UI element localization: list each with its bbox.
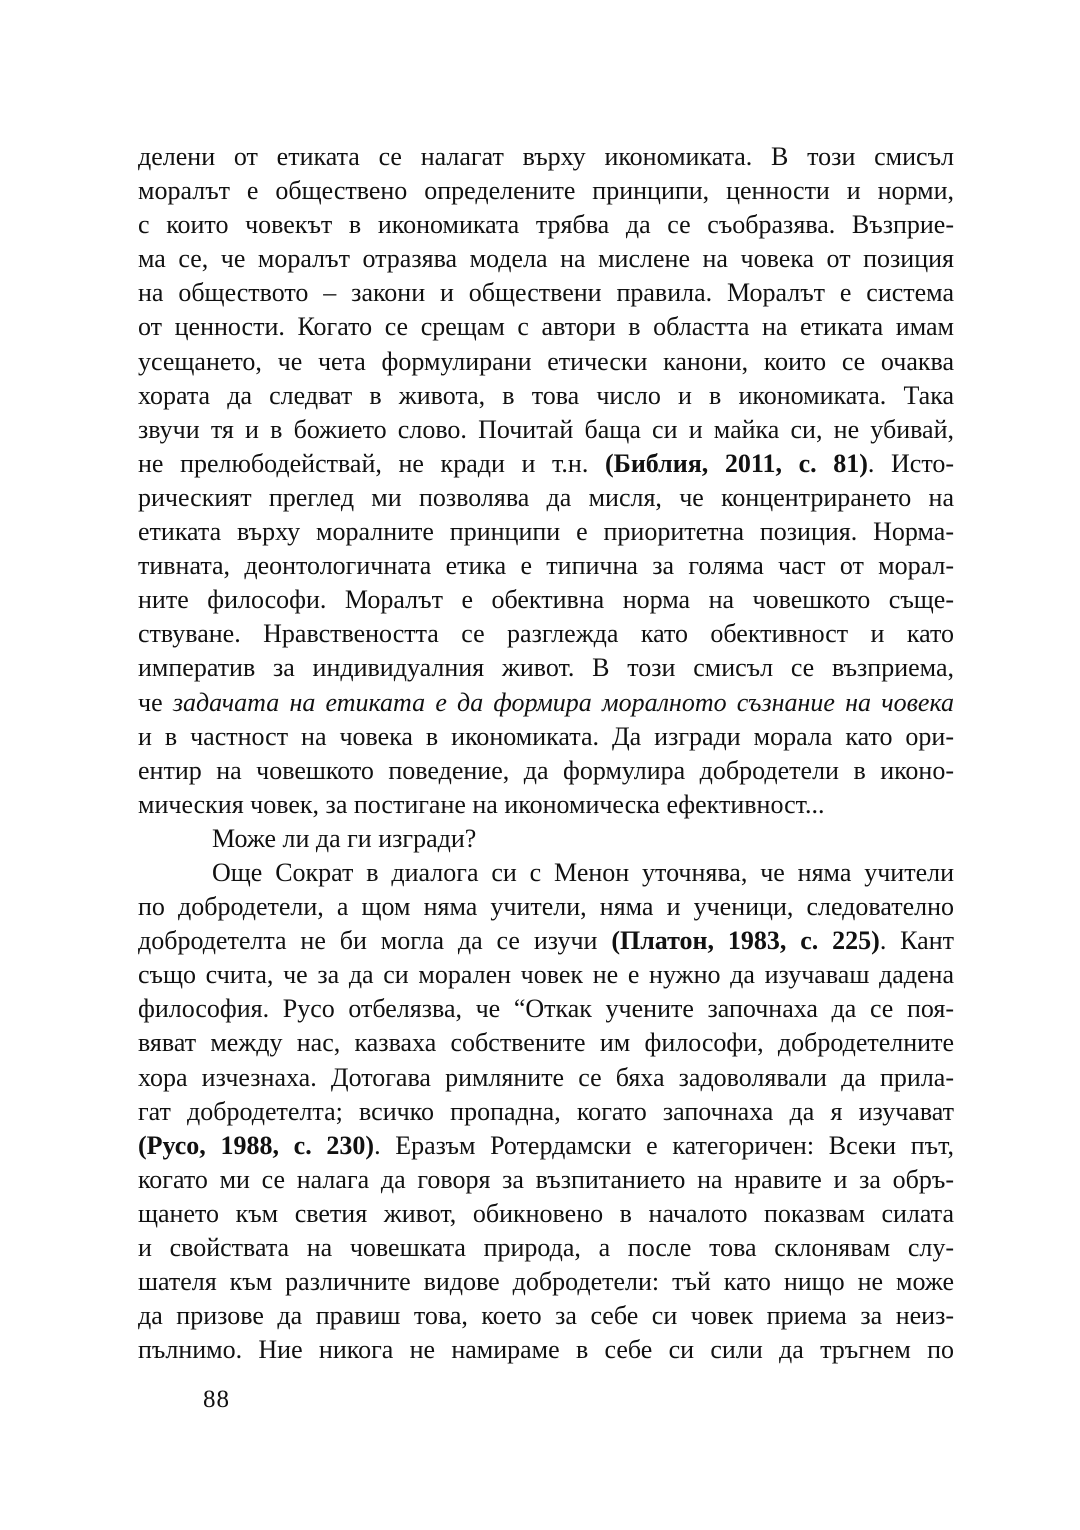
text-line: че задачата на етиката е да формира моралното съзнание на човека [138,687,954,717]
text-line: делени от етиката се налагат върху икономиката. В този смисъл [138,142,954,171]
text-line: ствуване. Нравствеността се разглежда като обективност и като [138,619,954,649]
text-line: усещането, че чета формулирани етически канони, които се очаква [138,346,954,376]
text-line: също счита, че за да си морален човек не е нужно да изучаваш дадена [138,960,954,990]
citation-bible: (Библия, 2011, с. 81) [604,448,868,478]
text-line: по добродетели, а щом няма учители, няма и ученици, следователно [138,892,954,922]
text-line: Още Сократ в диалога си с Менон уточнява, че няма учители [212,857,954,887]
citation-rousseau: (Русо, 1988, с. 230) [138,1130,375,1160]
text-line: когато ми се налага да говоря за възпитанието на нравите и за обръ- [138,1164,954,1194]
page-number: 88 [203,1386,230,1413]
text-line: звучи тя и в божието слово. Почитай баща си и майка си, не убивай, [138,414,954,444]
text-line: ните философи. Моралът е обективна норма на човешкото съще- [138,585,954,615]
text-line: пълнимо. Ние никога не намираме в себе си сили да тръгнем по [138,1335,954,1365]
text-line: вяват между нас, казваха собствените им философи, добродетелните [138,1028,954,1058]
citation-plato: (Платон, 1983, с. 225) [611,926,880,956]
text-line: философия. Русо отбелязва, че “Откак учените започнаха да се поя- [138,994,954,1024]
text-line: на обществото – закони и обществени правила. Моралът е система [138,278,954,308]
text-line: мическия човек, за постигане на икономическа ефективност... [138,789,825,819]
text-line: гат добродетелта; всичко пропадна, когато започнаха да я изучават [138,1096,954,1126]
text-line: ма се, че моралът отразява модела на мислене на човека от позиция [138,244,954,274]
page-body [138,140,954,1367]
text-line: и свойствата на човешката природа, а после това склонявам слу- [138,1233,954,1262]
text-line: и в частност на човека в икономиката. Да изгради морала като ори- [138,721,954,751]
italic-emphasis: задачата на етиката е да формира моралното съзнание на човека [172,687,954,717]
text-line: императив за индивидуалния живот. В този смисъл се възприема, [138,653,954,683]
text-line: щането към светия живот, обикновено в началото показвам силата [138,1198,954,1228]
text-line: ентир на човешкото поведение, да формулира добродетели в иконо- [138,755,954,785]
text-line: добродетелта не би могла да се изучи (Платон, 1983, с. 225). Кант [138,926,954,956]
text-line: (Русо, 1988, с. 230). Еразъм Ротердамски е категоричен: Всеки път, [138,1130,954,1160]
text-line: тивната, деонтологичната етика е типична за голяма част от морал- [138,551,954,581]
text-line: с които човекът в икономиката трябва да се съобразява. Възприе- [138,210,954,240]
text-line: хората да следват в живота, в това число и в икономиката. Така [138,380,954,410]
text-line: етиката върху моралните принципи е приоритетна позиция. Норма- [138,517,954,547]
text-line: да призове да правиш това, което за себе си човек приема за неиз- [138,1301,954,1331]
text-line: рическият преглед ми позволява да мисля, че концентрирането на [138,482,954,512]
text-line: от ценности. Когато се срещам с автори в областта на етиката имам [138,312,954,342]
text-line: моралът е обществено определените принципи, ценности и норми, [138,176,954,206]
text-line: шателя към различните видове добродетели: тъй като нищо не може [138,1267,954,1297]
text-line: не прелюбодействай, не кради и т.н. (Библия, 2011, с. 81). Исто- [138,448,955,478]
text-line: хора изчезнаха. Дотогава римляните се бяха задоволявали да прила- [138,1062,954,1092]
text-line-question: Може ли да ги изгради? [212,823,477,853]
